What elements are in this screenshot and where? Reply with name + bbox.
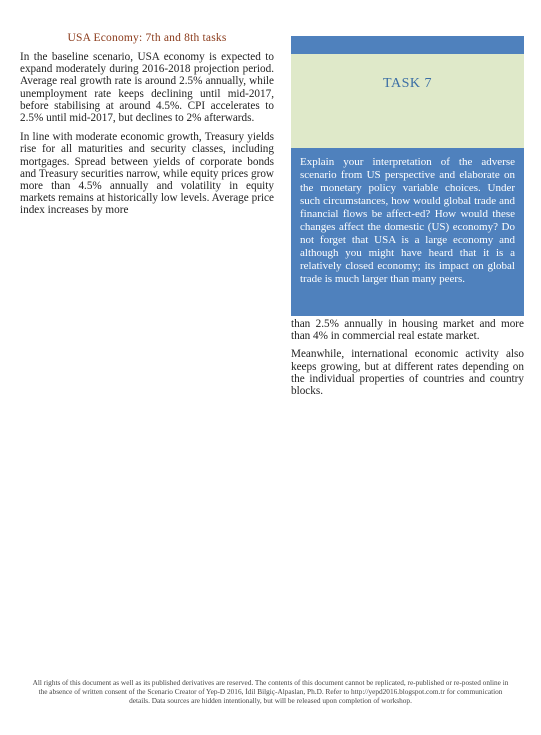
task-body: Explain your interpretation of the adverse scenario from US perspective and elaborate on the monetary policy variable choices. Under such circumstances, how would global trade and financial flows be affect-ed? How would these changes affect the domestic (US) economy? Do not forget that USA is a large economy and although you might have heard that it is a relatively closed economy; its impact on global trade is much larger than many peers. — [291, 148, 524, 316]
right-column — [291, 318, 524, 403]
left-column — [20, 51, 274, 224]
footer-copyright: All rights of this document as well as its published derivatives are reserved. The contents of this document cannot be replicated, re-published or re-posted online in the absence of written consent of the Scenario Creator of Yep-D 2016, İdil Bilgiç-Alpaslan, Ph.D. Refer to http://yepd2016.blogspot.com.tr for communication details. Data sources are hidden intentionally, but will be released upon completion of workshop. — [32, 678, 509, 705]
paragraph-housing-market: than 2.5% annually in housing market and more than 4% in commercial real estate market. — [291, 318, 524, 343]
task-top-bar — [291, 36, 524, 54]
task-title: TASK 7 — [383, 76, 432, 91]
paragraph-treasury-yields: In line with moderate economic growth, Treasury yields rise for all maturities and security classes, including mortgages. Spread between yields of corporate bonds and Treasury securities narrow, while equity prices grow more than 4.5% annually and volatility in equity markets remains at historically low levels. Average price index increases by more — [20, 131, 274, 217]
paragraph-baseline-scenario: In the baseline scenario, USA economy is expected to expand moderately during 2016-2018 projection period. Average real growth rate is around 2.5% annually, while unemployment rate keeps declining until mid-2017, before stabilising at around 4.5%. CPI accelerates to 2.5% until mid-2017, but declines to 2% afterwards. — [20, 51, 274, 125]
task-box — [291, 36, 524, 316]
paragraph-international-activity: Meanwhile, international economic activity also keeps growing, but at different rates depending on the individual properties of countries and country blocks. — [291, 348, 524, 398]
section-heading: USA Economy: 7th and 8th tasks — [67, 32, 227, 44]
